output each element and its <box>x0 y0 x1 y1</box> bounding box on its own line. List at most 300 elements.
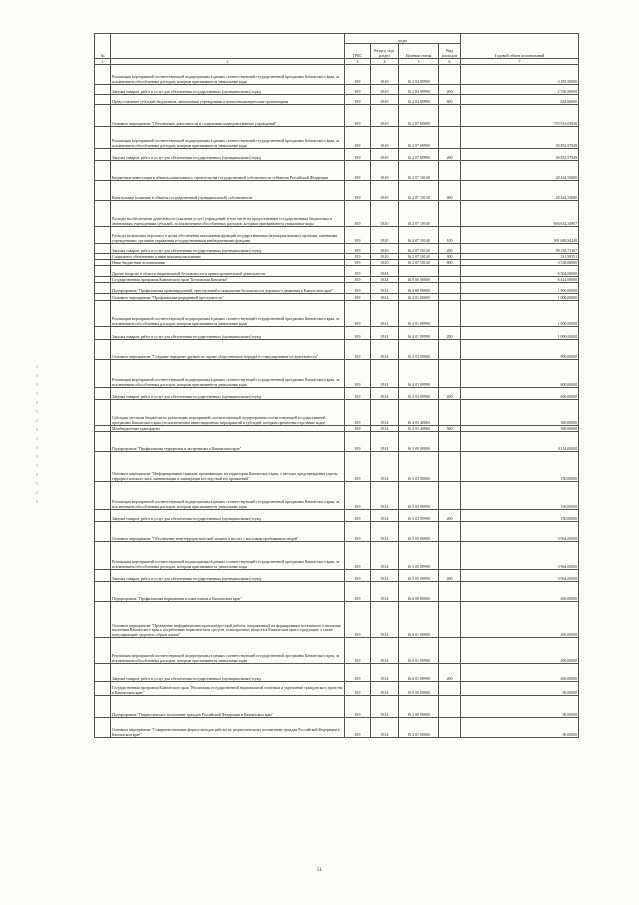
table-row <box>95 85 579 95</box>
row-target-cell: 16 2 07 10140 <box>399 254 439 260</box>
row-amount-cell: 1 000,00000 <box>461 301 579 327</box>
row-number-cell <box>95 201 111 227</box>
row-section-cell: 0314 <box>371 542 399 570</box>
row-number-cell <box>95 266 111 277</box>
row-name-cell: Закупка товаров, работ и услуг для обеспечения государственных (муниципальных) нужд <box>111 388 345 400</box>
row-number-cell <box>95 522 111 542</box>
row-expense-type-cell <box>439 360 461 388</box>
scan-artifact <box>36 365 38 505</box>
row-grbs-cell: 819 <box>345 105 371 127</box>
row-expense-type-cell: 400 <box>439 181 461 201</box>
row-grbs-cell: 819 <box>345 602 371 638</box>
row-name-cell: Основное мероприятие "Проведение информационно-пропагандистской работы, направленной на формирование негативного отношения населения Камчатского края к потреблению наркотических средств, психотропных веществ в Камчатском крае и продукции, а также популяризацию здорового образа жизни" <box>111 602 345 638</box>
row-amount-cell: 400,00000 <box>461 664 579 682</box>
row-amount-cell: 300,00000 <box>461 400 579 426</box>
row-grbs-cell: 819 <box>345 432 371 452</box>
row-section-cell: 0314 <box>371 432 399 452</box>
table-row <box>95 718 579 738</box>
table-row <box>95 127 579 149</box>
row-expense-type-cell <box>439 201 461 227</box>
row-target-cell: 16 2 07 00000 <box>399 105 439 127</box>
table-row <box>95 161 579 181</box>
row-target-cell: 16 5 03 09990 <box>399 510 439 522</box>
row-section-cell: 0314 <box>371 360 399 388</box>
row-number-cell <box>95 340 111 360</box>
row-name-cell: Реализация мероприятий соответствующей подпрограммы в рамках соответствующей государственной программы Камчатского края, за исключением обособленных расходов, которым присваиваются уникальные коды <box>111 301 345 327</box>
row-name-cell: Закупка товаров, работ и услуг для обеспечения государственных (муниципальных) нужд <box>111 149 345 161</box>
row-grbs-cell: 819 <box>345 542 371 570</box>
row-grbs-cell: 819 <box>345 482 371 510</box>
row-number-cell <box>95 582 111 602</box>
row-section-cell: 0310 <box>371 260 399 266</box>
row-target-cell: 16 4 03 40060 <box>399 400 439 426</box>
row-expense-type-cell <box>439 294 461 301</box>
header-codes: коды <box>345 34 461 44</box>
row-section-cell: 0314 <box>371 283 399 294</box>
row-target-cell: 16 4 03 00000 <box>399 340 439 360</box>
row-expense-type-cell <box>439 602 461 638</box>
table-row <box>95 327 579 340</box>
row-name-cell: Основное мероприятие "Обеспечение антитеррористической защиты в местах с массовым пребыванием людей" <box>111 522 345 542</box>
row-name-cell: Иные бюджетные ассигнования <box>111 260 345 266</box>
row-amount-cell: 694 634,54907 <box>461 201 579 227</box>
row-expense-type-cell <box>439 582 461 602</box>
row-name-cell: Основное мероприятие "Совершенствование форм и методов работы по патриотическому воспитанию граждан Российской Федерации в Камчатском крае" <box>111 718 345 738</box>
row-grbs-cell: 819 <box>345 149 371 161</box>
row-amount-cell: 3 538,00000 <box>461 260 579 266</box>
row-expense-type-cell <box>439 161 461 181</box>
row-amount-cell: 1 900,00000 <box>461 283 579 294</box>
row-name-cell: Расходы на обеспечение деятельности (оказание услуг) учреждений, в том числе на предоставление государственным бюджетным и автономным учреждениям субсидий, за исключением обособленных расходов, которым присваиваются уникальные коды <box>111 201 345 227</box>
row-section-cell: 0314 <box>371 340 399 360</box>
row-amount-cell: 900,00000 <box>461 340 579 360</box>
row-section-cell: 0314 <box>371 602 399 638</box>
header-name <box>111 34 345 59</box>
row-name-cell: Подпрограмма "Патриотическое воспитание граждан Российской Федерации в Камчатском крае" <box>111 696 345 718</box>
table-row <box>95 602 579 638</box>
row-target-cell: 16 2 04 09990 <box>399 85 439 95</box>
row-section-cell: 0314 <box>371 510 399 522</box>
row-name-cell: Государственная программа Камчатского края "Безопасная Камчатка" <box>111 277 345 283</box>
row-target-cell: 16 2 07 10140 <box>399 201 439 227</box>
row-number-cell <box>95 301 111 327</box>
row-name-cell: Закупка товаров, работ и услуг для обеспечения государственных (муниципальных) нужд <box>111 244 345 254</box>
table-row <box>95 522 579 542</box>
row-section-cell: 0310 <box>371 227 399 244</box>
row-amount-cell: 99 235,71107 <box>461 244 579 254</box>
table-row <box>95 510 579 522</box>
row-section-cell: 0310 <box>371 85 399 95</box>
row-expense-type-cell <box>439 432 461 452</box>
row-expense-type-cell: 200 <box>439 327 461 340</box>
row-amount-cell: 6 414,00000 <box>461 277 579 283</box>
table-row <box>95 340 579 360</box>
row-amount-cell: 28 424,53000 <box>461 181 579 201</box>
row-target-cell: 16 0 00 00000 <box>399 277 439 283</box>
colnum-7: 7 <box>461 59 579 65</box>
row-name-cell: Бюджетные инвестиции в объекты капитального строительства государственной собственности субъектов Российской Федерации <box>111 161 345 181</box>
row-name-cell: Реализация мероприятий соответствующей подпрограммы в рамках соответствующей государственной программы Камчатского края, за исключением обособленных расходов, которым присваиваются уникальные коды <box>111 127 345 149</box>
row-section-cell: 0310 <box>371 149 399 161</box>
row-section-cell: 0314 <box>371 638 399 664</box>
row-expense-type-cell <box>439 638 461 664</box>
row-number-cell <box>95 161 111 181</box>
row-target-cell: 19 2 01 00000 <box>399 718 439 738</box>
row-amount-cell: 150,00000 <box>461 482 579 510</box>
row-target-cell: 16 6 00 00000 <box>399 582 439 602</box>
row-number-cell <box>95 327 111 340</box>
row-target-cell: 16 5 05 09990 <box>399 570 439 582</box>
row-name-cell: Подпрограмма "Профилактика терроризма и экстремизма в Камчатском крае" <box>111 432 345 452</box>
row-number-cell <box>95 718 111 738</box>
table-row <box>95 452 579 482</box>
row-section-cell: 0310 <box>371 95 399 105</box>
row-name-cell: Другие вопросы в области национальной безопасности и правоохранительной деятельности <box>111 266 345 277</box>
row-section-cell: 0314 <box>371 570 399 582</box>
row-name-cell: Реализация мероприятий соответствующей подпрограммы в рамках соответствующей государственной программы Камчатского края, за исключением обособленных расходов, которым присваиваются уникальные коды <box>111 638 345 664</box>
row-expense-type-cell <box>439 718 461 738</box>
row-grbs-cell: 819 <box>345 301 371 327</box>
table-row <box>95 360 579 388</box>
row-name-cell: Реализация мероприятий соответствующей подпрограммы в рамках соответствующей государственной программы Камчатского края, за исключением обособленных расходов, которым присваиваются уникальные коды <box>111 482 345 510</box>
row-section-cell: 0314 <box>371 400 399 426</box>
colnum-3: 3 <box>345 59 371 65</box>
table-row <box>95 682 579 696</box>
row-grbs-cell: 819 <box>345 181 371 201</box>
row-grbs-cell: 819 <box>345 682 371 696</box>
row-grbs-cell: 819 <box>345 277 371 283</box>
row-number-cell <box>95 452 111 482</box>
row-target-cell: 16 2 07 10140 <box>399 244 439 254</box>
row-amount-cell: 3 185,50000 <box>461 65 579 85</box>
row-grbs-cell: 819 <box>345 388 371 400</box>
row-name-cell: Закупка товаров, работ и услуг для обеспечения государственных (муниципальных) нужд <box>111 664 345 682</box>
table-row <box>95 227 579 244</box>
row-number-cell <box>95 432 111 452</box>
row-expense-type-cell <box>439 340 461 360</box>
row-grbs-cell: 819 <box>345 327 371 340</box>
row-section-cell: 0314 <box>371 664 399 682</box>
row-amount-cell: 2 550,90000 <box>461 85 579 95</box>
row-amount-cell: 3 964,00000 <box>461 522 579 542</box>
row-expense-type-cell <box>439 400 461 426</box>
row-number-cell <box>95 95 111 105</box>
row-target-cell: 16 6 01 00000 <box>399 602 439 638</box>
row-expense-type-cell: 200 <box>439 149 461 161</box>
row-section-cell: 0310 <box>371 201 399 227</box>
row-expense-type-cell <box>439 452 461 482</box>
row-name-cell: Расходы на выплаты персоналу в целях обеспечения выполнения функций государственными (муниципальными) органами, казенными учреждениями, органами управления государственными внебюджетными фондами <box>111 227 345 244</box>
row-number-cell <box>95 105 111 127</box>
row-target-cell: 16 6 01 09990 <box>399 664 439 682</box>
table-row <box>95 201 579 227</box>
row-amount-cell: 4 114,00000 <box>461 432 579 452</box>
row-expense-type-cell <box>439 696 461 718</box>
row-name-cell: Подпрограмма "Профилактика наркомании и алкоголизма в Камчатском крае" <box>111 582 345 602</box>
table-row <box>95 696 579 718</box>
row-expense-type-cell: 100 <box>439 227 461 244</box>
row-expense-type-cell: 600 <box>439 95 461 105</box>
row-number-cell <box>95 638 111 664</box>
row-amount-cell: 591 648,84249 <box>461 227 579 244</box>
table-row <box>95 266 579 277</box>
table-row <box>95 582 579 602</box>
row-target-cell: 16 4 03 09990 <box>399 388 439 400</box>
row-target-cell: 16 4 01 09990 <box>399 327 439 340</box>
row-grbs-cell: 819 <box>345 201 371 227</box>
colnum-6: 6 <box>439 59 461 65</box>
header-expense-type: Вид расходов <box>439 44 461 59</box>
row-expense-type-cell: 500 <box>439 426 461 432</box>
row-section-cell: 0310 <box>371 65 399 85</box>
table-row <box>95 388 579 400</box>
row-target-cell: 16 5 00 00000 <box>399 432 439 452</box>
row-target-cell: 16 5 05 09990 <box>399 542 439 570</box>
row-section-cell: 0314 <box>371 522 399 542</box>
row-section-cell: 0314 <box>371 426 399 432</box>
header-target: Целевая статья <box>399 44 439 59</box>
table-row <box>95 95 579 105</box>
row-amount-cell: 1 000,00000 <box>461 294 579 301</box>
row-section-cell: 0310 <box>371 127 399 149</box>
row-amount-cell: 400,00000 <box>461 582 579 602</box>
row-name-cell: Основное мероприятие "Профилактика рецидивной преступности" <box>111 294 345 301</box>
row-expense-type-cell <box>439 542 461 570</box>
row-amount-cell: 6 504,00000 <box>461 266 579 277</box>
row-amount-cell: 30 853,97949 <box>461 127 579 149</box>
row-target-cell: 16 4 03 09990 <box>399 360 439 388</box>
colnum-2: 2 <box>111 59 345 65</box>
table-row <box>95 181 579 201</box>
row-name-cell: Основное мероприятие "Обеспечение деятельности и содержания подведомственных учреждений" <box>111 105 345 127</box>
row-expense-type-cell <box>439 482 461 510</box>
row-expense-type-cell <box>439 301 461 327</box>
table-row <box>95 301 579 327</box>
row-number-cell <box>95 149 111 161</box>
row-name-cell: Основное мероприятие "Информирование граждан, проживающих на территории Камчатского края, о методах предупреждения угрозы террористического акта, минимизации и ликвидации последствий его проявлений" <box>111 452 345 482</box>
row-amount-cell: 90,00000 <box>461 718 579 738</box>
row-amount-cell: 400,00000 <box>461 638 579 664</box>
colnum-4: 4 <box>371 59 399 65</box>
row-grbs-cell: 819 <box>345 65 371 85</box>
row-name-cell: Основное мероприятие "Создание народных дружин по охране общественного порядка и стимулирование их деятельности" <box>111 340 345 360</box>
row-number-cell <box>95 388 111 400</box>
table-row <box>95 105 579 127</box>
row-grbs-cell: 819 <box>345 95 371 105</box>
row-target-cell: 16 4 03 40060 <box>399 426 439 432</box>
header-section: Раздел, под-раздел <box>371 44 399 59</box>
page-number: 51 <box>317 868 322 873</box>
row-number-cell <box>95 570 111 582</box>
row-name-cell: Предоставление субсидий бюджетным, автономным учреждениям и иным некоммерческим организациям <box>111 95 345 105</box>
row-target-cell: 16 2 04 09990 <box>399 65 439 85</box>
row-section-cell: 0314 <box>371 327 399 340</box>
row-target-cell: 16 4 00 00000 <box>399 283 439 294</box>
row-name-cell: Субсидии местным бюджетам на реализацию мероприятий соответствующей подпрограммы соответствующей государственной программы Камчатского края (за исключением инвестиционных мероприятий и субсидий, которым присвоены отдельные коды) <box>111 400 345 426</box>
row-amount-cell: 634,60000 <box>461 95 579 105</box>
row-number-cell <box>95 664 111 682</box>
table-row <box>95 65 579 85</box>
row-number-cell <box>95 85 111 95</box>
row-section-cell: 0310 <box>371 254 399 260</box>
row-section-cell: 0314 <box>371 294 399 301</box>
row-target-cell: 16 2 07 09990 <box>399 127 439 149</box>
row-number-cell <box>95 482 111 510</box>
row-name-cell: Реализация мероприятий соответствующей подпрограммы в рамках соответствующей государственной программы Камчатского края, за исключением обособленных расходов, которым присваиваются уникальные коды <box>111 65 345 85</box>
row-target-cell: 16 2 07 10140 <box>399 227 439 244</box>
row-name-cell: Закупка товаров, работ и услуг для обеспечения государственных (муниципальных) нужд <box>111 327 345 340</box>
row-expense-type-cell <box>439 65 461 85</box>
row-number-cell <box>95 360 111 388</box>
row-grbs-cell: 819 <box>345 127 371 149</box>
table-row <box>95 283 579 294</box>
row-target-cell: 16 2 04 09990 <box>399 95 439 105</box>
row-amount-cell: 28 424,53000 <box>461 161 579 181</box>
row-name-cell: Реализация мероприятий соответствующей подпрограммы в рамках соответствующей государственной программы Камчатского края, за исключением обособленных расходов, которым присваиваются уникальные коды <box>111 542 345 570</box>
row-target-cell: 16 5 03 00000 <box>399 452 439 482</box>
row-section-cell: 0314 <box>371 388 399 400</box>
row-number-cell <box>95 682 111 696</box>
row-target-cell: 16 2 07 09990 <box>399 149 439 161</box>
row-name-cell: Социальное обеспечение и иные выплаты населению <box>111 254 345 260</box>
row-target-cell: 19 0 00 00000 <box>399 682 439 696</box>
table-row <box>95 542 579 570</box>
row-amount-cell: 753 913,05836 <box>461 105 579 127</box>
row-number-cell <box>95 510 111 522</box>
row-grbs-cell: 819 <box>345 522 371 542</box>
row-expense-type-cell <box>439 266 461 277</box>
row-grbs-cell: 819 <box>345 452 371 482</box>
header-grbs: ГРБС <box>345 44 371 59</box>
row-grbs-cell: 819 <box>345 582 371 602</box>
table-body <box>95 65 579 738</box>
row-section-cell: 0310 <box>371 161 399 181</box>
table-row <box>95 664 579 682</box>
row-grbs-cell: 819 <box>345 294 371 301</box>
row-amount-cell: 600,00000 <box>461 388 579 400</box>
colnum-1: 1 <box>95 59 111 65</box>
row-number-cell <box>95 696 111 718</box>
row-expense-type-cell: 800 <box>439 260 461 266</box>
row-expense-type-cell: 200 <box>439 244 461 254</box>
row-section-cell: 0314 <box>371 452 399 482</box>
row-target-cell: 16 4 01 00000 <box>399 294 439 301</box>
budget-allocation-table <box>94 33 579 738</box>
row-grbs-cell: 819 <box>345 254 371 260</box>
row-expense-type-cell <box>439 682 461 696</box>
row-section-cell: 0314 <box>371 301 399 327</box>
row-expense-type-cell: 200 <box>439 570 461 582</box>
row-grbs-cell: 819 <box>345 244 371 254</box>
row-name-cell: Реализация мероприятий соответствующей подпрограммы в рамках соответствующей государственной программы Камчатского края, за исключением обособленных расходов, которым присваиваются уникальные коды <box>111 360 345 388</box>
row-expense-type-cell <box>439 127 461 149</box>
row-grbs-cell: 819 <box>345 426 371 432</box>
row-section-cell: 0310 <box>371 244 399 254</box>
row-amount-cell: 30 853,97949 <box>461 149 579 161</box>
header-number: № <box>95 34 111 59</box>
row-grbs-cell: 819 <box>345 161 371 181</box>
row-section-cell: 0314 <box>371 718 399 738</box>
row-target-cell: 16 6 01 09990 <box>399 638 439 664</box>
row-grbs-cell: 819 <box>345 227 371 244</box>
row-grbs-cell: 819 <box>345 638 371 664</box>
row-name-cell: Государственная программа Камчатского края "Реализация государственной национальной политики и укрепление гражданского единства в Камчатском крае" <box>111 682 345 696</box>
row-expense-type-cell <box>439 105 461 127</box>
row-grbs-cell: 819 <box>345 340 371 360</box>
row-amount-cell: 90,00000 <box>461 696 579 718</box>
row-number-cell <box>95 602 111 638</box>
row-number-cell <box>95 181 111 201</box>
row-grbs-cell: 819 <box>345 283 371 294</box>
row-amount-cell: 150,00000 <box>461 452 579 482</box>
header-amount: Годовой объем ассигнований <box>461 34 579 59</box>
row-name-cell: Межбюджетные трансферты <box>111 426 345 432</box>
row-amount-cell: 3 964,00000 <box>461 570 579 582</box>
table-row <box>95 432 579 452</box>
row-number-cell <box>95 542 111 570</box>
row-target-cell: 16 2 07 10130 <box>399 161 439 181</box>
row-name-cell: Подпрограмма "Профилактика правонарушений, преступлений и повышение безопасности дорожного движения в Камчатском крае" <box>111 283 345 294</box>
row-section-cell: 0314 <box>371 277 399 283</box>
row-expense-type-cell: 300 <box>439 254 461 260</box>
row-grbs-cell: 819 <box>345 85 371 95</box>
row-expense-type-cell: 200 <box>439 388 461 400</box>
table-header <box>95 34 579 65</box>
row-number-cell <box>95 227 111 244</box>
row-section-cell: 0314 <box>371 696 399 718</box>
row-expense-type-cell: 200 <box>439 85 461 95</box>
row-target-cell: 19 2 00 00000 <box>399 696 439 718</box>
row-name-cell: Закупка товаров, работ и услуг для обеспечения государственных (муниципальных) нужд <box>111 85 345 95</box>
row-amount-cell: 300,00000 <box>461 426 579 432</box>
row-amount-cell: 150,00000 <box>461 510 579 522</box>
table-row <box>95 244 579 254</box>
row-number-cell <box>95 283 111 294</box>
row-grbs-cell: 819 <box>345 400 371 426</box>
row-grbs-cell: 819 <box>345 510 371 522</box>
row-number-cell <box>95 400 111 426</box>
row-section-cell: 0310 <box>371 105 399 127</box>
row-number-cell <box>95 294 111 301</box>
row-expense-type-cell: 200 <box>439 510 461 522</box>
row-name-cell: Закупка товаров, работ и услуг для обеспечения государственных (муниципальных) нужд <box>111 570 345 582</box>
row-number-cell <box>95 65 111 85</box>
row-grbs-cell: 819 <box>345 360 371 388</box>
row-name-cell: Капитальные вложения в объекты государственной (муниципальной) собственности <box>111 181 345 201</box>
row-amount-cell: 3 964,00000 <box>461 542 579 570</box>
row-grbs-cell: 819 <box>345 664 371 682</box>
row-amount-cell: 90,00000 <box>461 682 579 696</box>
row-expense-type-cell <box>439 283 461 294</box>
row-number-cell <box>95 127 111 149</box>
row-grbs-cell: 819 <box>345 696 371 718</box>
row-section-cell: 0310 <box>371 181 399 201</box>
row-section-cell: 0314 <box>371 682 399 696</box>
row-section-cell: 0314 <box>371 582 399 602</box>
row-name-cell: Закупка товаров, работ и услуг для обеспечения государственных (муниципальных) нужд <box>111 510 345 522</box>
row-target-cell: 16 5 05 00000 <box>399 522 439 542</box>
table-row <box>95 638 579 664</box>
row-amount-cell: 211,99551 <box>461 254 579 260</box>
row-number-cell <box>95 244 111 254</box>
row-target-cell <box>399 266 439 277</box>
table-row <box>95 400 579 426</box>
row-grbs-cell: 819 <box>345 718 371 738</box>
row-expense-type-cell: 200 <box>439 664 461 682</box>
row-section-cell: 0314 <box>371 266 399 277</box>
table-row <box>95 294 579 301</box>
table-row <box>95 482 579 510</box>
